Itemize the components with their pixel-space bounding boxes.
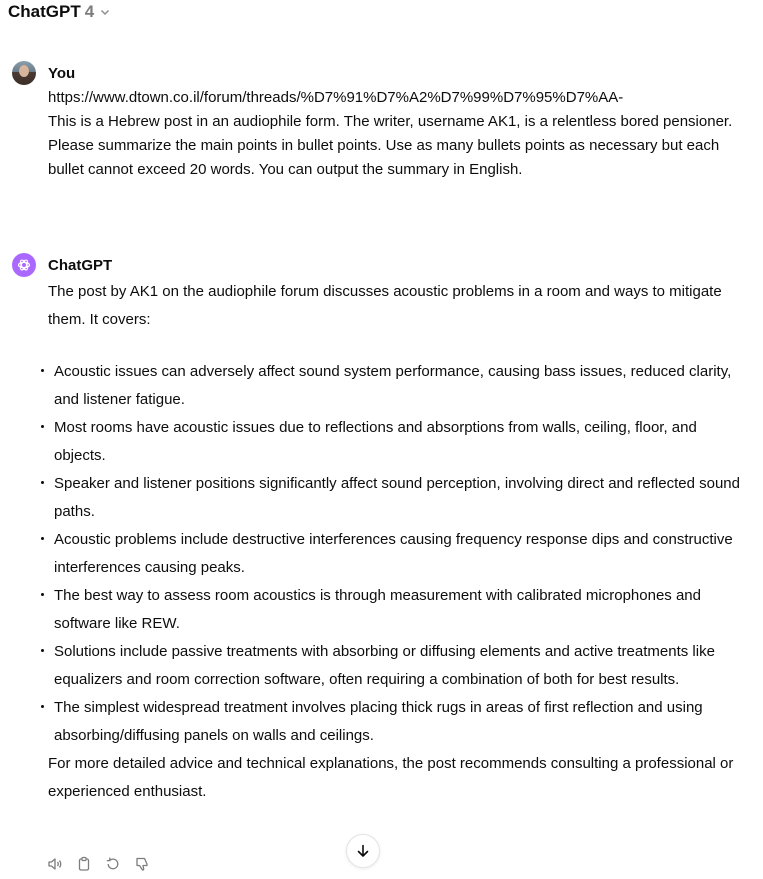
- model-selector[interactable]: [8, 0, 110, 24]
- assistant-message: [12, 252, 751, 806]
- user-prompt-text: This is a Hebrew post in an audiophile form. The writer, username AK1, is a relentless bored pensioner. Please summarize the main points in bullet points. Use as many bullets points as necessary but each bullet cannot exceed 20 words. You can output the summary in English.: [48, 113, 733, 178]
- model-version: 4: [84, 2, 95, 21]
- list-item: The simplest widespread treatment involves placing thick rugs in areas of first reflection and using absorbing/diffusing panels on walls and ceilings.: [48, 694, 751, 750]
- chatgpt-avatar: [12, 253, 36, 277]
- list-item: Acoustic problems include destructive interferences causing frequency response dips and constructive interferences causing peaks.: [48, 526, 751, 582]
- list-item: Speaker and listener positions significantly affect sound perception, involving direct and reflected sound paths.: [48, 470, 751, 526]
- user-message: [12, 60, 751, 182]
- user-avatar: [12, 61, 36, 85]
- list-item: Most rooms have acoustic issues due to reflections and absorptions from walls, ceiling, floor, and objects.: [48, 414, 751, 470]
- copy-icon[interactable]: [76, 856, 92, 872]
- list-item: Solutions include passive treatments with absorbing or diffusing elements and active treatments like equalizers and room correction software, often requiring a combination of both for best results.: [48, 638, 751, 694]
- assistant-outro: For more detailed advice and technical explanations, the post recommends consulting a professional or experienced enthusiast.: [48, 755, 734, 800]
- assistant-intro: The post by AK1 on the audiophile forum discusses acoustic problems in a room and ways to mitigate them. It covers:: [48, 283, 722, 328]
- thumbs-down-icon[interactable]: [134, 856, 150, 872]
- message-actions: [47, 856, 150, 872]
- scroll-to-bottom-button[interactable]: [346, 834, 380, 868]
- read-aloud-icon[interactable]: [47, 856, 63, 872]
- message-author: You: [48, 64, 76, 82]
- arrow-down-icon: [355, 843, 371, 859]
- list-item: Acoustic issues can adversely affect sound system performance, causing bass issues, reduced clarity, and listener fatigue.: [48, 358, 751, 414]
- chevron-down-icon: [100, 7, 110, 17]
- model-name: ChatGPT: [8, 2, 81, 21]
- summary-bullet-list: [48, 358, 751, 750]
- openai-logo-icon: [16, 257, 32, 273]
- user-url-text: https://www.dtown.co.il/forum/threads/%D7%91%D7%A2%D7%99%D7%95%D7%AA-: [48, 89, 624, 106]
- list-item: The best way to assess room acoustics is through measurement with calibrated microphones and software like REW.: [48, 582, 751, 638]
- regenerate-icon[interactable]: [105, 856, 121, 872]
- message-author: ChatGPT: [48, 256, 113, 274]
